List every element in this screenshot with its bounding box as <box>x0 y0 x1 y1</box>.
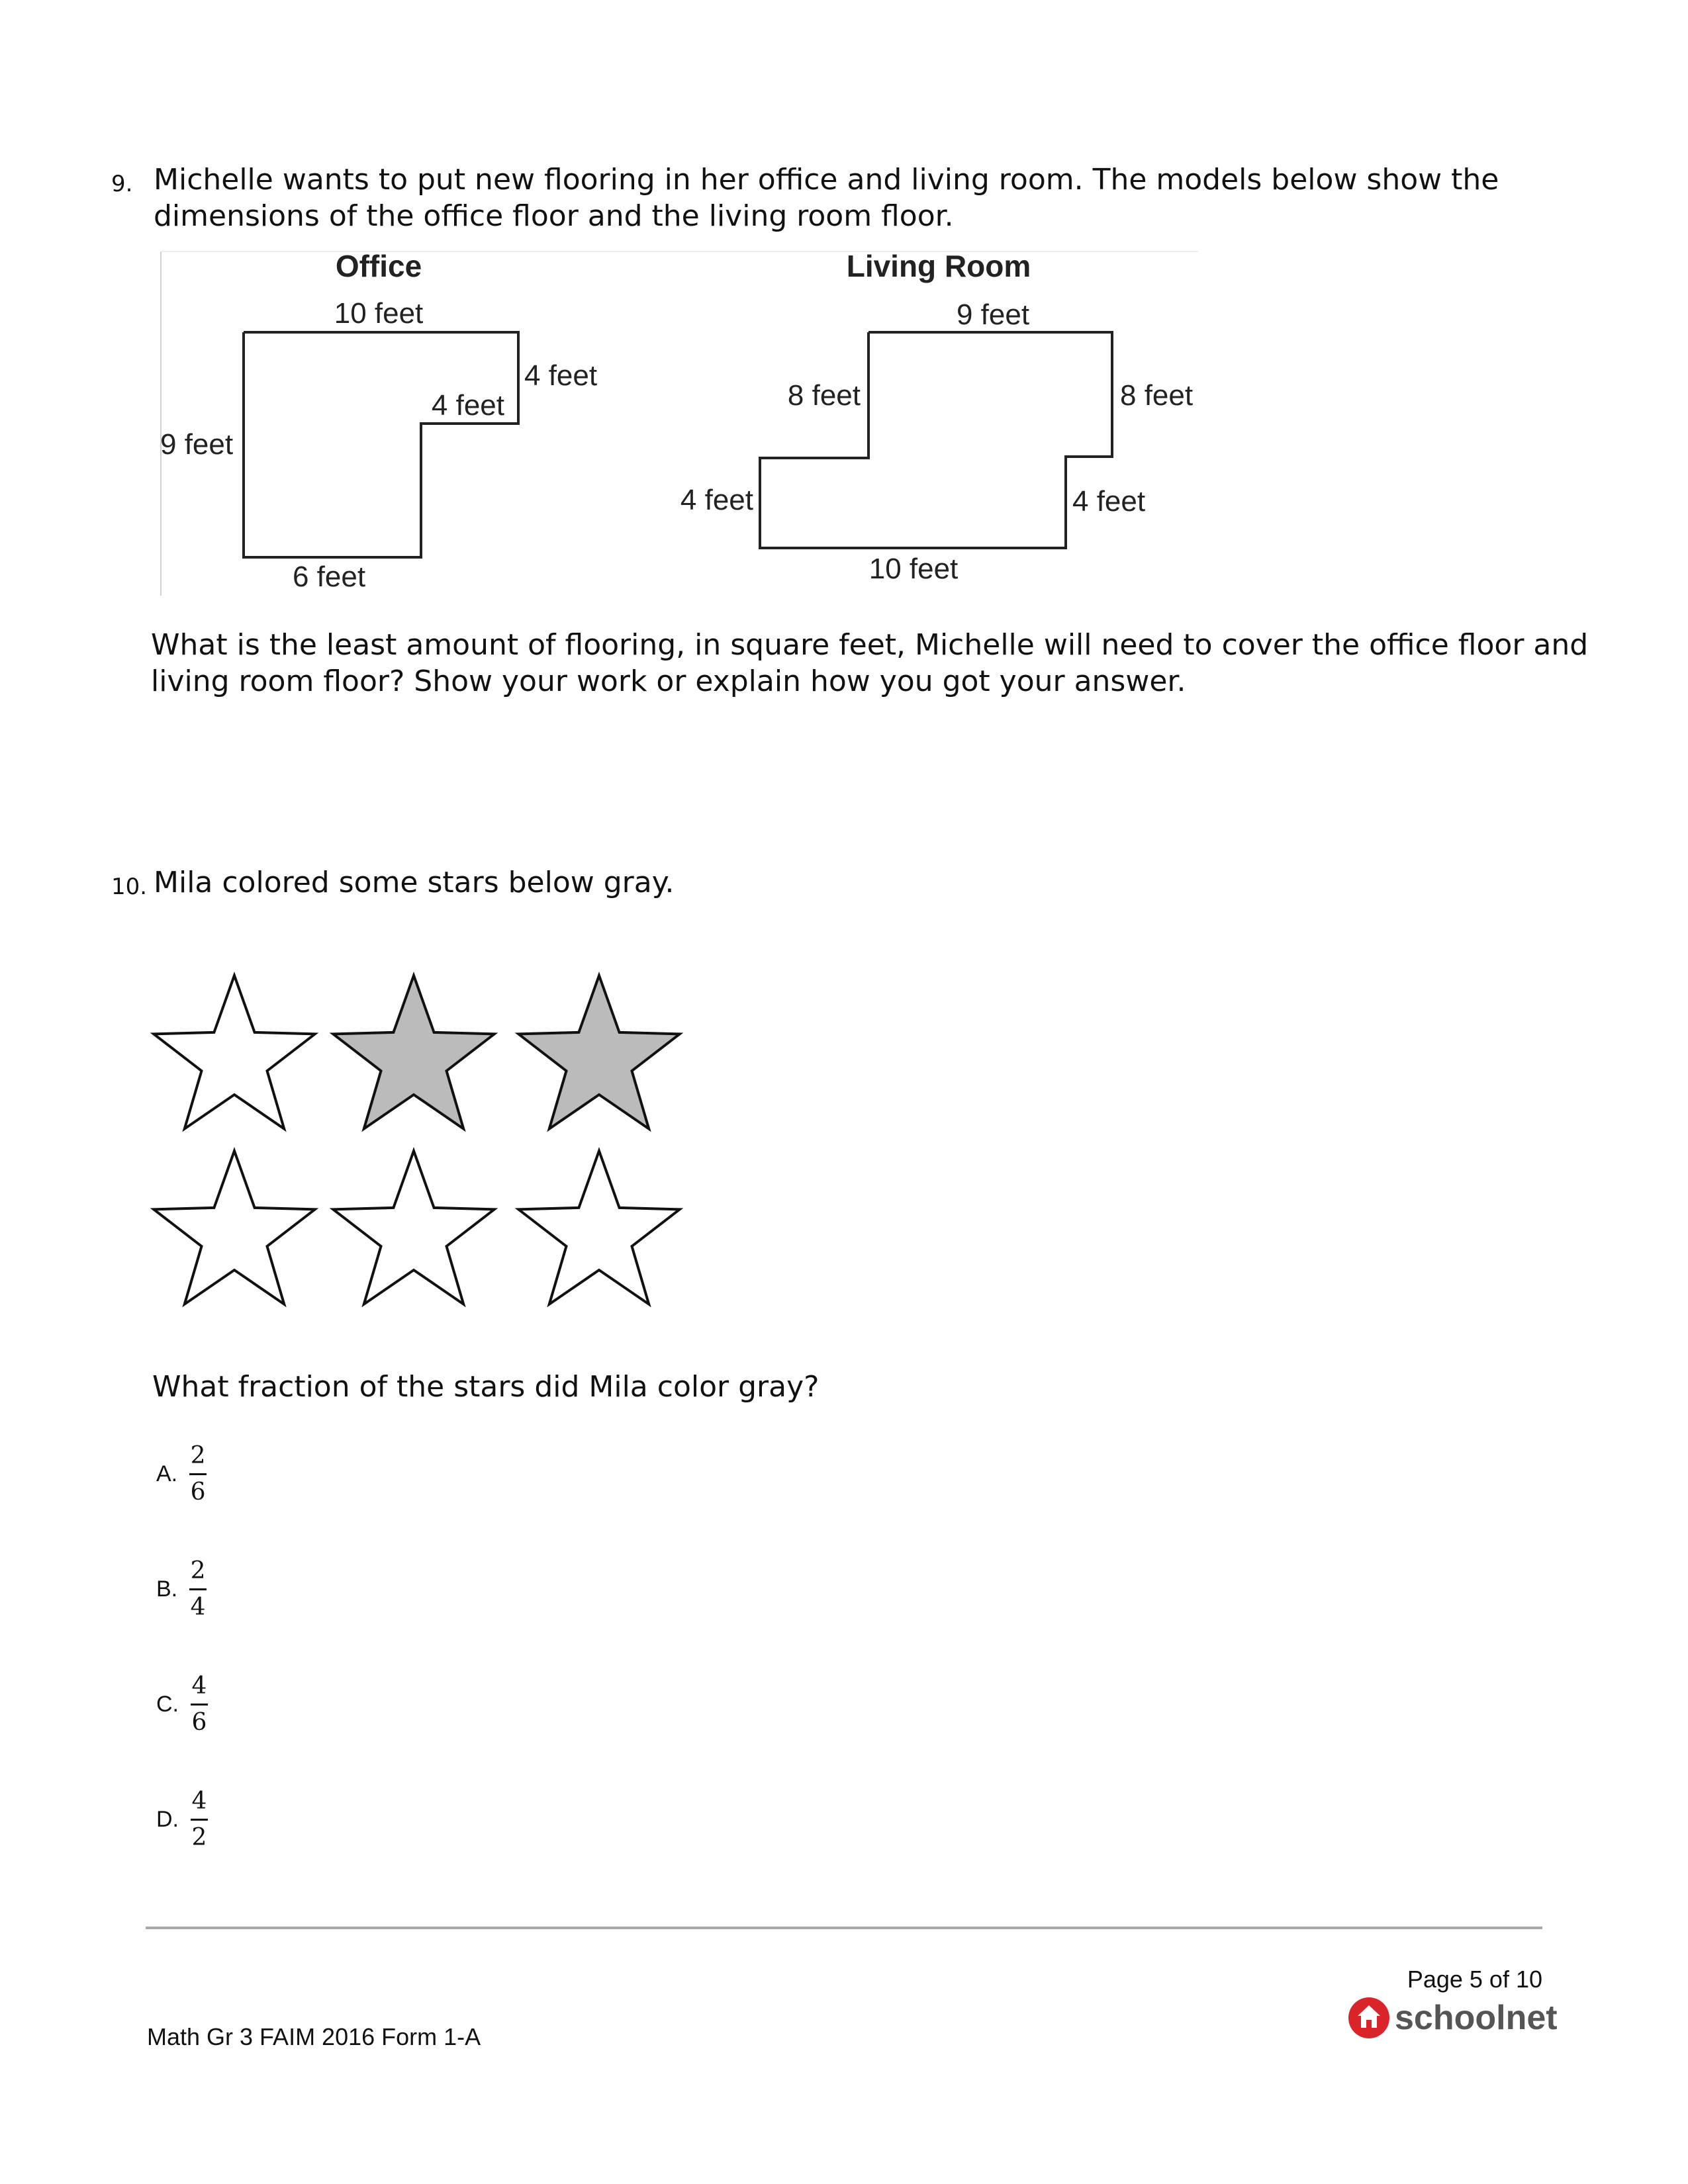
option-d-fraction <box>191 1788 208 1851</box>
option-c-denominator: 6 <box>191 1709 207 1736</box>
office-title: Office <box>335 249 422 283</box>
option-b[interactable] <box>156 1558 207 1621</box>
office-inner-label: 4 feet <box>431 389 504 422</box>
living-top-label: 9 feet <box>956 298 1030 331</box>
living-bottom-label: 10 feet <box>868 553 959 585</box>
star-gray-2 <box>333 976 494 1129</box>
living-room-title: Living Room <box>846 249 1031 283</box>
question-10-prompt: What fraction of the stars did Mila color gray? <box>152 1370 820 1404</box>
option-c-fraction <box>191 1673 208 1736</box>
office-top-label: 10 feet <box>334 297 424 330</box>
page-number: Page 5 of 10 <box>1407 1966 1542 1993</box>
option-b-numerator: 2 <box>190 1557 206 1584</box>
footer-divider <box>146 1927 1542 1929</box>
option-d[interactable] <box>156 1788 208 1851</box>
fraction-bar <box>191 1704 208 1706</box>
office-bottom-label: 6 feet <box>292 561 366 593</box>
office-right-label: 4 feet <box>524 359 598 392</box>
question-9-number: 9. <box>111 171 133 197</box>
schoolnet-wordmark: schoolnet <box>1395 1999 1558 2037</box>
living-left-lower-label: 4 feet <box>680 484 753 516</box>
living-right-upper-label: 8 feet <box>1120 379 1194 412</box>
option-b-letter: B. <box>156 1576 178 1602</box>
option-c-numerator: 4 <box>191 1672 207 1700</box>
star-white-5 <box>333 1151 494 1304</box>
office-left-label: 9 feet <box>160 428 234 461</box>
form-label: Math Gr 3 FAIM 2016 Form 1-A <box>147 2023 481 2050</box>
living-left-upper-label: 8 feet <box>787 379 861 412</box>
star-white-6 <box>518 1151 679 1304</box>
option-d-numerator: 4 <box>191 1788 207 1815</box>
fraction-bar <box>189 1473 207 1475</box>
star-white-1 <box>154 976 314 1129</box>
option-a[interactable] <box>156 1443 207 1506</box>
option-a-letter: A. <box>156 1461 178 1486</box>
living-right-lower-label: 4 feet <box>1072 485 1146 518</box>
question-10-number: 10. <box>111 874 148 900</box>
option-a-numerator: 2 <box>190 1442 206 1469</box>
schoolnet-house-icon <box>1347 1996 1391 2040</box>
star-white-4 <box>154 1151 314 1304</box>
option-a-fraction <box>189 1443 207 1506</box>
option-b-fraction <box>189 1558 207 1621</box>
option-c-letter: C. <box>156 1692 179 1717</box>
question-10-text: Mila colored some stars below gray. <box>154 866 675 899</box>
option-d-denominator: 2 <box>191 1824 207 1851</box>
star-gray-3 <box>518 976 679 1129</box>
option-c[interactable] <box>156 1673 208 1736</box>
question-9-text: Michelle wants to put new flooring in her office and living room. The models below show the dimensions of the office floor and the living room floor. <box>154 163 1499 233</box>
option-b-denominator: 4 <box>190 1594 206 1621</box>
schoolnet-logo <box>1347 1996 1558 2040</box>
fraction-bar <box>191 1819 208 1821</box>
option-d-letter: D. <box>156 1807 179 1832</box>
option-a-denominator: 6 <box>190 1479 206 1506</box>
fraction-bar <box>189 1588 207 1590</box>
question-9-prompt: What is the least amount of flooring, in square feet, Michelle will need to cover the office floor and living room floor? Show your work or explain how you got your answer. <box>151 628 1589 698</box>
